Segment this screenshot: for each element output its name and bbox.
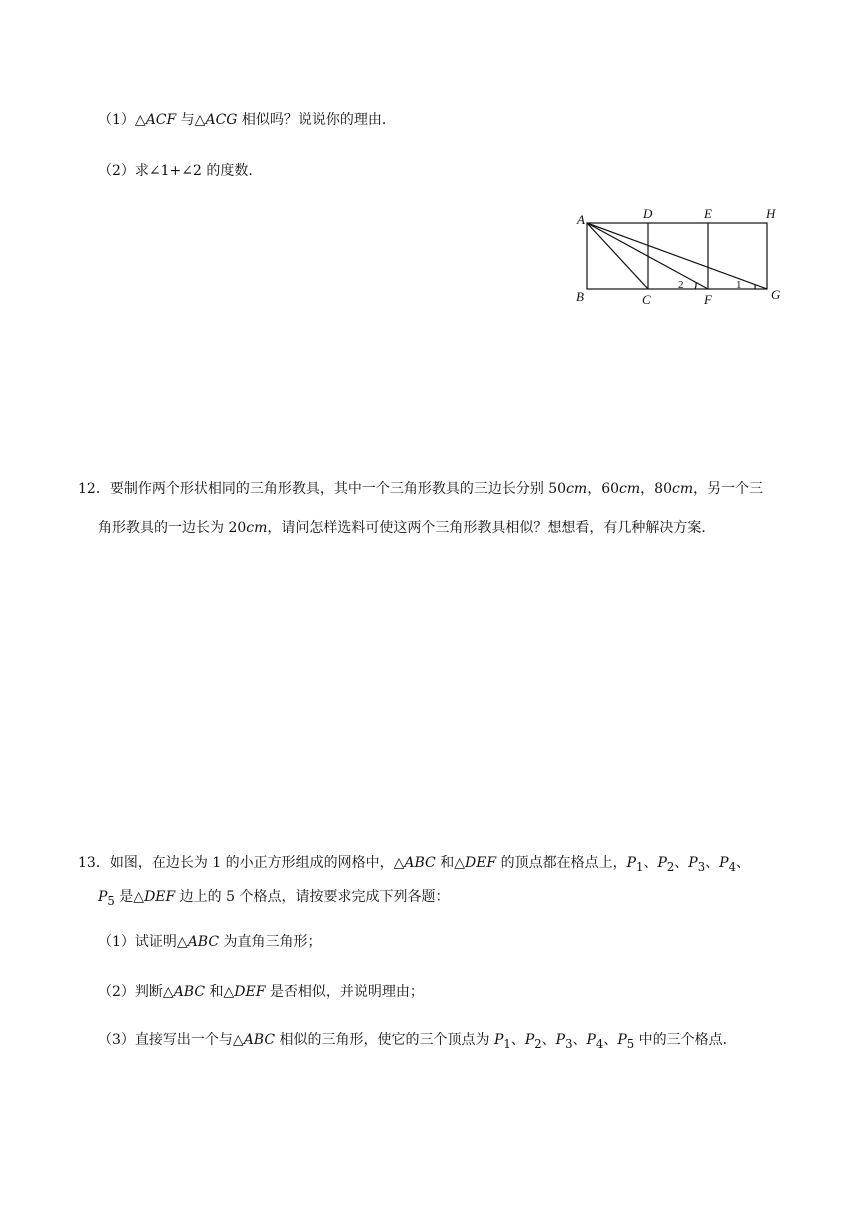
label-angle-2: 2 xyxy=(678,279,684,291)
sep: 、 xyxy=(674,855,689,871)
sub-4: 4 xyxy=(595,1036,604,1051)
q13-part2-pre: （2）判断△ xyxy=(98,984,174,1000)
triangle-abc-label: ABC xyxy=(173,984,206,1000)
triangle-acg-label: ACG xyxy=(205,112,238,128)
q13-part3-pre: （3）直接写出一个与△ xyxy=(98,1032,244,1048)
point-p1-label: P xyxy=(493,1032,504,1048)
triangle-abc-label: ABC xyxy=(404,855,436,871)
label-c: C xyxy=(642,292,651,307)
triangle-def-label: DEF xyxy=(464,855,497,871)
triangle-def-label: DEF xyxy=(144,889,176,905)
label-d: D xyxy=(643,206,653,221)
triangle-def-label: DEF xyxy=(234,984,266,1000)
triangle-abc-label: ABC xyxy=(243,1032,276,1048)
unit-cm: cm xyxy=(246,520,268,536)
angle-2-arc xyxy=(695,282,696,289)
q13-line2-post: 边上的 5 个格点，请按要求完成下列各题： xyxy=(175,889,450,905)
q11-part1 xyxy=(98,110,396,130)
q13-part3 xyxy=(98,1030,737,1054)
q12-line1-s2: ，80 xyxy=(640,481,672,497)
unit-cm: cm xyxy=(566,481,588,497)
point-p4-label: P xyxy=(586,1032,596,1048)
q12-line2-post: ，请问怎样选料可使这两个三角形教具相似？想想看，有几种解决方案． xyxy=(267,520,716,536)
q11-part2-text: （2）求∠1+∠2 的度数． xyxy=(98,163,263,179)
q13-part2 xyxy=(98,982,424,1002)
q11-part1-post: 相似吗？说说你的理由． xyxy=(237,112,396,128)
label-g: G xyxy=(771,287,781,302)
q12-line1-post: ，另一个三 xyxy=(693,481,764,497)
sub-1: 1 xyxy=(503,1036,511,1051)
q12-line1 xyxy=(78,479,763,499)
sep: 、 xyxy=(705,855,720,871)
sub-4: 4 xyxy=(728,859,736,874)
point-p2-label: P xyxy=(524,1032,535,1048)
triangle-acf-label: ACF xyxy=(145,112,177,128)
q13-part1-pre: （1）试证明△ xyxy=(98,934,188,950)
point-p1-label: P xyxy=(626,855,637,871)
q11-part1-mid: 与△ xyxy=(176,112,206,128)
q11-part1-text: （1）△ xyxy=(98,112,146,128)
q12-line2 xyxy=(98,518,715,538)
geometry-figure xyxy=(570,204,790,316)
q13-part2-mid: 和△ xyxy=(205,984,235,1000)
point-p3-label: P xyxy=(555,1032,566,1048)
point-p2-label: P xyxy=(657,855,667,871)
sep: 、 xyxy=(510,1032,525,1048)
sub-3: 3 xyxy=(697,859,706,874)
sep: 、 xyxy=(603,1032,618,1048)
q13-line1-mid2: 的顶点都在格点上， xyxy=(496,855,627,871)
sub-3: 3 xyxy=(565,1036,573,1051)
q13-part3-post: 中的三个格点． xyxy=(634,1032,737,1048)
sep: 、 xyxy=(735,855,750,871)
sep: 、 xyxy=(541,1032,556,1048)
unit-cm: cm xyxy=(671,481,694,497)
label-b: B xyxy=(576,289,584,304)
label-f: F xyxy=(704,292,712,307)
sub-2: 2 xyxy=(534,1036,542,1051)
q12-line1-pre: 12．要制作两个形状相同的三角形教具，其中一个三角形教具的三边长分别 50 xyxy=(78,481,567,497)
label-angle-1: 1 xyxy=(736,279,742,291)
q13-part1 xyxy=(98,932,322,952)
q13-line2-pre: 是△ xyxy=(114,889,145,905)
q11-part2 xyxy=(98,161,262,181)
point-p4-label: P xyxy=(719,855,729,871)
sep: 、 xyxy=(572,1032,587,1048)
q13-line1-mid: 和△ xyxy=(435,855,465,871)
label-h: H xyxy=(766,206,776,221)
triangle-abc-label: ABC xyxy=(187,934,220,950)
q13-part3-mid: 相似的三角形，使它的三个顶点为 xyxy=(275,1032,494,1048)
q13-line1 xyxy=(78,853,750,877)
sub-2: 2 xyxy=(666,859,675,874)
q13-line2 xyxy=(98,887,450,911)
q12-line2-pre: 角形教具的一边长为 20 xyxy=(98,520,247,536)
sub-1: 1 xyxy=(636,859,644,874)
point-p5-label: P xyxy=(98,889,108,905)
sub-5: 5 xyxy=(626,1036,635,1051)
unit-cm: cm xyxy=(619,481,641,497)
sub-5: 5 xyxy=(107,893,115,908)
q12-line1-s1: ，60 xyxy=(587,481,620,497)
q13-part1-post: 为直角三角形； xyxy=(219,934,322,950)
label-a: A xyxy=(577,212,585,227)
point-p3-label: P xyxy=(688,855,698,871)
sep: 、 xyxy=(643,855,658,871)
q13-line1-pre: 13．如图，在边长为 1 的小正方形组成的网格中，△ xyxy=(78,855,405,871)
geometry-figure-svg xyxy=(570,204,790,316)
label-e: E xyxy=(704,206,712,221)
segment-ac xyxy=(587,223,648,289)
q13-part2-post: 是否相似，并说明理由； xyxy=(265,984,424,1000)
point-p5-label: P xyxy=(617,1032,627,1048)
